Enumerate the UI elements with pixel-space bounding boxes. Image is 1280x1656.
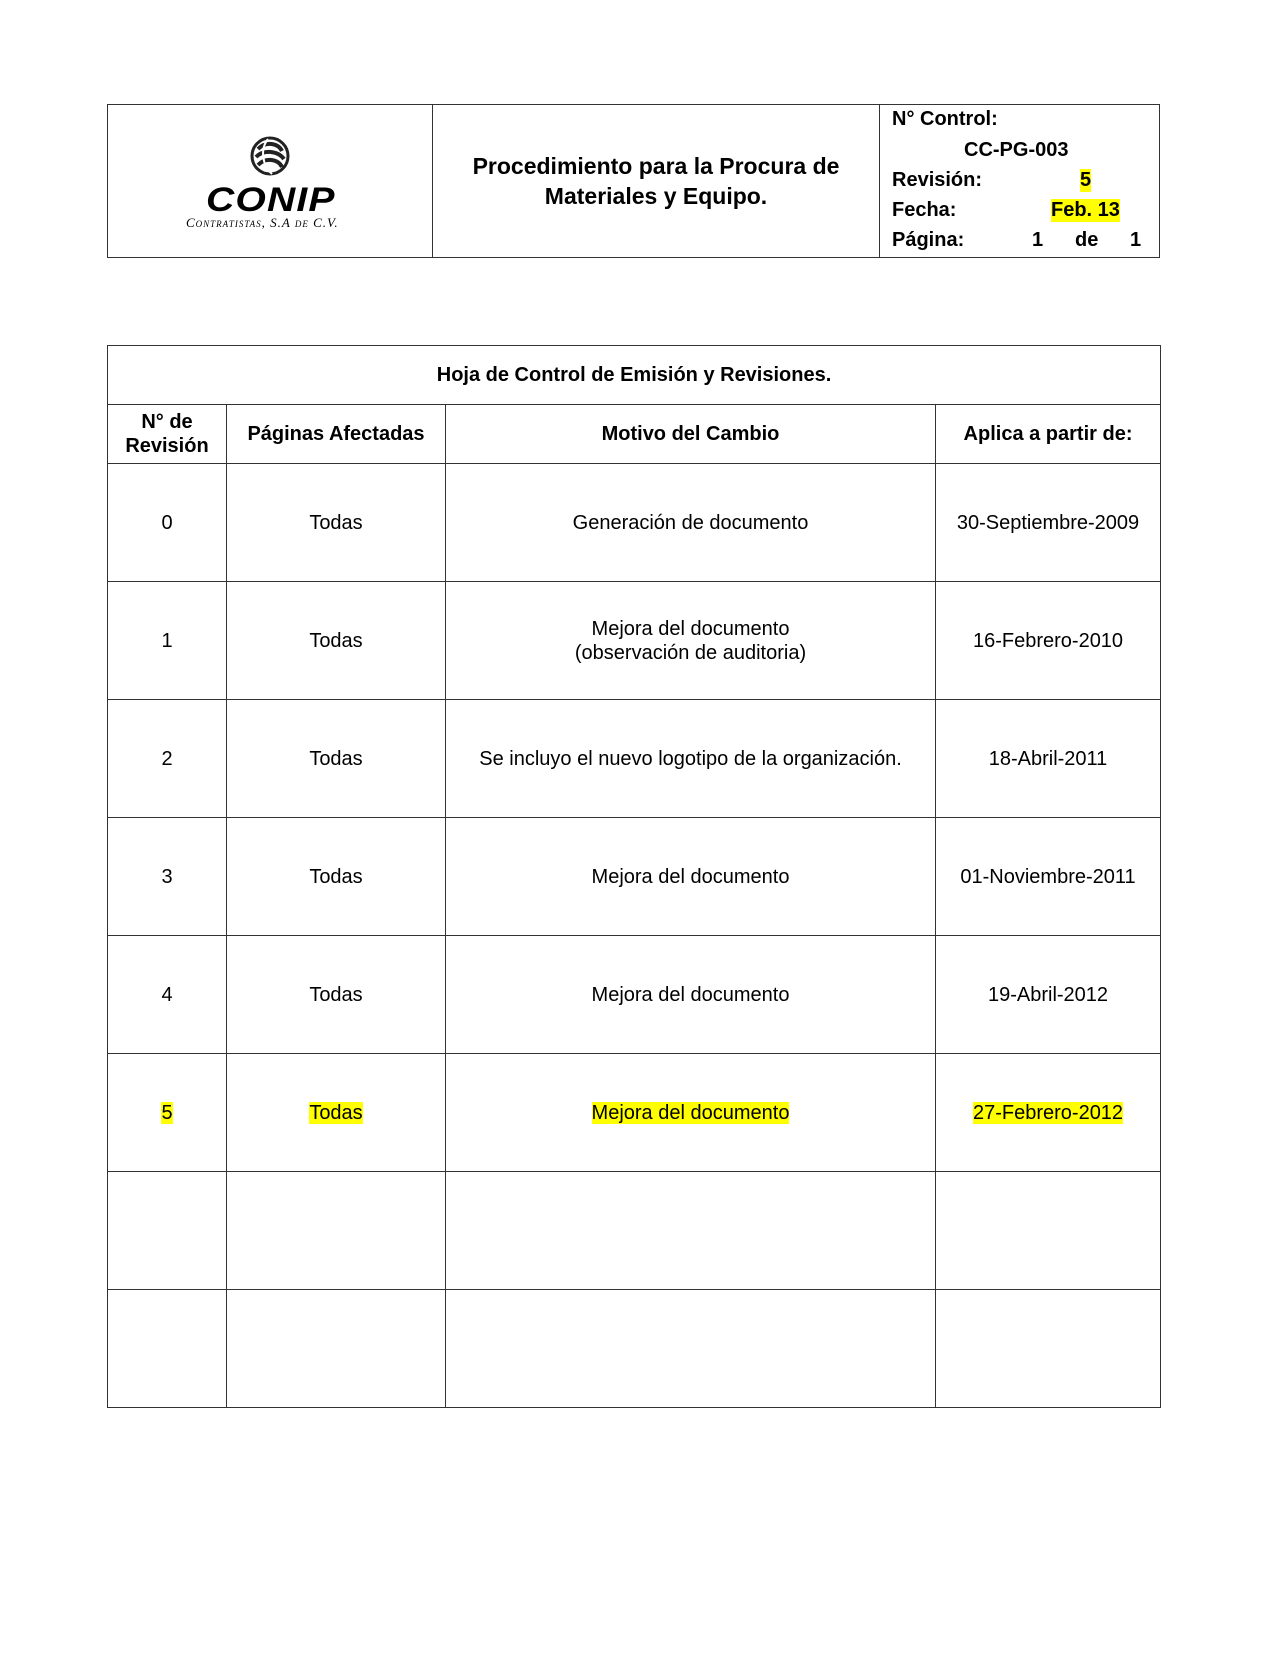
cell-date: 01-Noviembre-2011 xyxy=(936,818,1161,936)
page-current: 1 xyxy=(1032,229,1044,251)
col-header-revision-line2: Revisión xyxy=(125,435,209,457)
cell-revision: 3 xyxy=(108,818,227,936)
table-row xyxy=(108,936,1161,1054)
logo-wordmark: CONIP xyxy=(206,181,336,219)
col-header-reason: Motivo del Cambio xyxy=(446,405,936,464)
date-value: Feb. 13 xyxy=(1051,199,1120,221)
table-row xyxy=(108,818,1161,936)
cell-pages: Todas xyxy=(227,936,446,1054)
document-header xyxy=(107,104,1160,258)
col-header-pages: Páginas Afectadas xyxy=(227,405,446,464)
cell-date: 19-Abril-2012 xyxy=(936,936,1161,1054)
date-label: Fecha: xyxy=(892,199,957,221)
page-of: de xyxy=(1075,229,1099,251)
cell-empty xyxy=(446,1172,936,1290)
col-header-revision xyxy=(108,405,227,464)
cell-pages: Todas xyxy=(227,700,446,818)
cell-revision xyxy=(108,1054,227,1172)
table-row xyxy=(108,464,1161,582)
cell-reason: Mejora del documento xyxy=(446,818,936,936)
control-number-value: CC-PG-003 xyxy=(964,139,1069,161)
cell-reason xyxy=(446,1054,936,1172)
cell-pages: Todas xyxy=(227,464,446,582)
cell-empty xyxy=(936,1290,1161,1408)
control-info xyxy=(880,105,1159,257)
cell-empty xyxy=(108,1290,227,1408)
highlighted-text: 5 xyxy=(161,1101,173,1124)
cell-date: 16-Febrero-2010 xyxy=(936,582,1161,700)
document-title-cell xyxy=(433,105,880,257)
col-header-revision-line1: N° de xyxy=(141,411,193,433)
cell-empty xyxy=(446,1290,936,1408)
page-label: Página: xyxy=(892,229,965,251)
cell-reason: Generación de documento xyxy=(446,464,936,582)
cell-date xyxy=(936,1054,1161,1172)
cell-revision: 1 xyxy=(108,582,227,700)
cell-reason-line2: (observación de auditoria) xyxy=(574,641,807,664)
col-header-applies-from: Aplica a partir de: xyxy=(936,405,1161,464)
cell-pages: Todas xyxy=(227,818,446,936)
cell-empty xyxy=(936,1172,1161,1290)
cell-pages: Todas xyxy=(227,582,446,700)
cell-revision: 0 xyxy=(108,464,227,582)
revisions-table xyxy=(107,345,1161,1408)
cell-date: 18-Abril-2011 xyxy=(936,700,1161,818)
cell-revision: 2 xyxy=(108,700,227,818)
cell-empty xyxy=(227,1172,446,1290)
highlighted-text: Mejora del documento xyxy=(591,1101,790,1124)
cell-pages xyxy=(227,1054,446,1172)
highlighted-text: 27-Febrero-2012 xyxy=(972,1101,1124,1124)
cell-reason: Mejora del documento xyxy=(446,936,936,1054)
revision-value: 5 xyxy=(1080,169,1092,191)
cell-reason xyxy=(446,582,936,700)
table-caption: Hoja de Control de Emisión y Revisiones. xyxy=(108,346,1161,405)
table-row-empty xyxy=(108,1290,1161,1408)
company-logo xyxy=(108,105,433,257)
logo-subtitle: Contratistas, S.A de C.V. xyxy=(186,215,339,230)
cell-date: 30-Septiembre-2009 xyxy=(936,464,1161,582)
cell-revision: 4 xyxy=(108,936,227,1054)
cell-reason: Se incluyo el nuevo logotipo de la organización. xyxy=(446,700,936,818)
highlighted-text: Todas xyxy=(309,1101,363,1124)
table-row xyxy=(108,700,1161,818)
cell-empty xyxy=(227,1290,446,1408)
cell-empty xyxy=(108,1172,227,1290)
table-row xyxy=(108,582,1161,700)
document-title: Procedimiento para la Procura de Materiales y Equipo. xyxy=(472,153,840,209)
revision-label: Revisión: xyxy=(892,169,983,191)
page-total: 1 xyxy=(1130,229,1142,251)
table-row-empty xyxy=(108,1172,1161,1290)
logo-emblem-icon xyxy=(248,135,292,177)
cell-reason-line1: Mejora del documento xyxy=(591,617,790,640)
control-number-label: N° Control: xyxy=(892,108,998,130)
table-row-highlighted xyxy=(108,1054,1161,1172)
